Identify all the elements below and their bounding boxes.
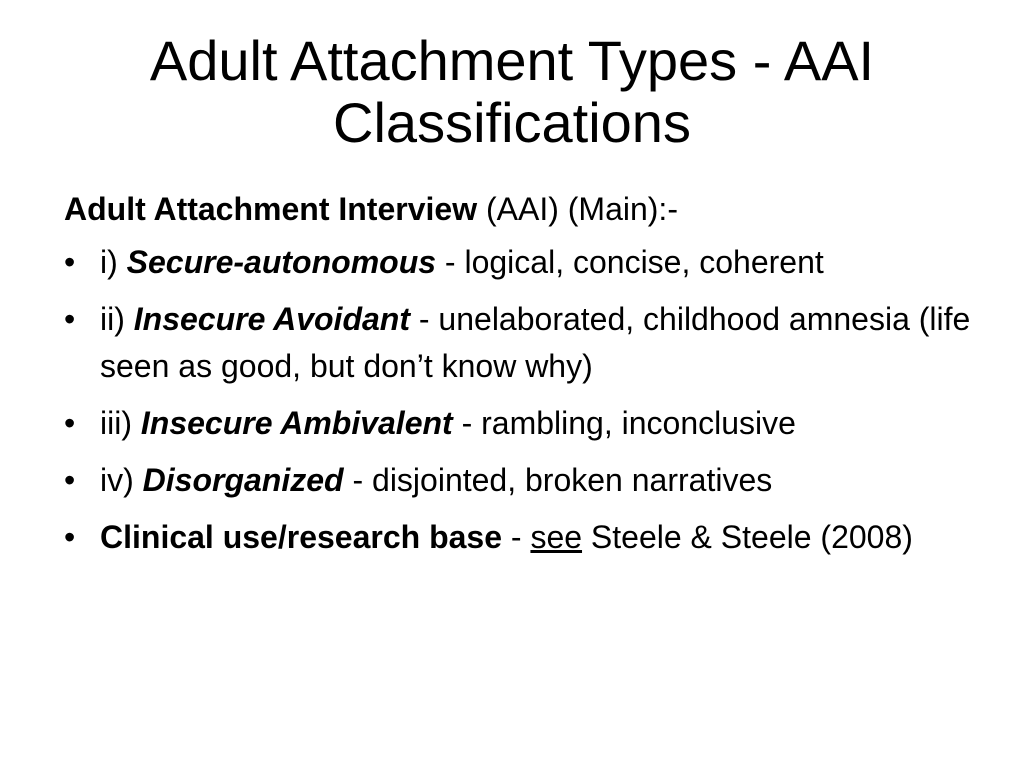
bullet-item-ambivalent [64,400,984,447]
slide-title-line-2: Classifications [333,91,691,154]
bullet-prefix: iv) [100,462,143,498]
bullet-text: - unelaborated, childhood amnesia (life seen as good, but don’t know why) [100,301,971,384]
bullet-dash: - [502,519,531,555]
bullet-text: - rambling, inconclusive [452,405,796,441]
intro-rest: (AAI) (Main):- [477,191,678,227]
bullet-prefix: i) [100,244,127,280]
slide-title [60,30,964,154]
bullet-icon: • [64,519,76,555]
bullet-icon: • [64,244,76,280]
bullet-term: Disorganized [142,462,344,498]
bullet-item-avoidant [64,296,984,390]
bullet-item-disorganized [64,457,984,504]
citation-text: Steele & Steele (2008) [582,519,913,555]
bullet-text: - logical, concise, coherent [436,244,824,280]
bullet-term: Insecure Ambivalent [140,405,453,441]
slide-body [64,186,984,571]
bullet-term: Insecure Avoidant [133,301,410,337]
bullet-bold-label: Clinical use/research base [100,519,502,555]
bullet-term: Secure-autonomous [126,244,437,280]
bullet-text: - disjointed, broken narratives [343,462,773,498]
slide-title-line-1: Adult Attachment Types - AAI [149,29,875,92]
intro-line [64,186,984,233]
bullet-prefix: iii) [100,405,141,441]
bullet-prefix: ii) [100,301,134,337]
see-link-text: see [530,519,583,555]
bullet-icon: • [64,405,76,441]
bullet-icon: • [64,301,76,337]
bullet-item-clinical-use [64,514,984,561]
bullet-item-secure [64,239,984,286]
bullet-icon: • [64,462,76,498]
intro-bold: Adult Attachment Interview [64,191,478,227]
bullet-list [64,239,984,561]
